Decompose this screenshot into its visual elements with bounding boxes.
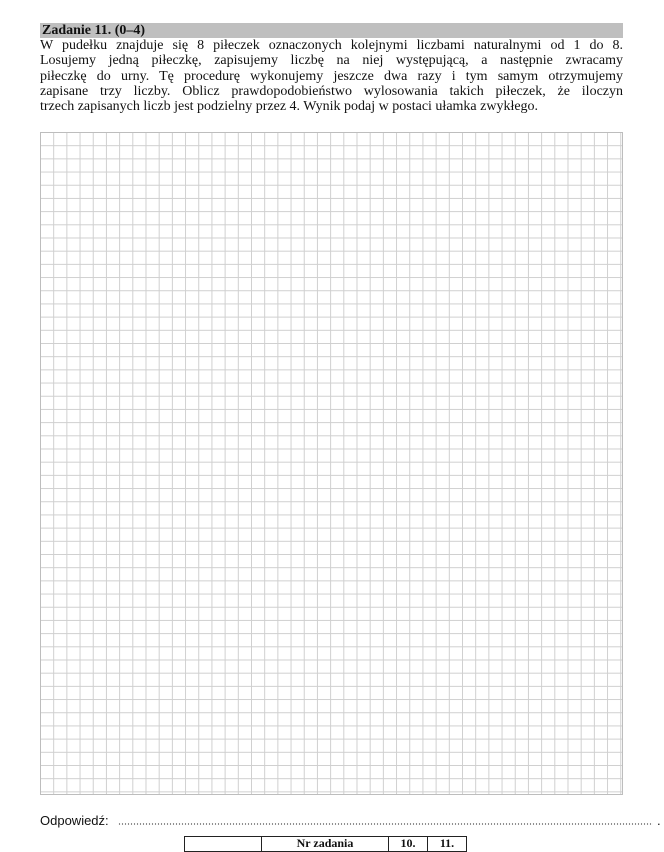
task-text-line: Losujemy jedną piłeczkę, zapisujemy liczbę na niej występującą, a następnie zwracamy (40, 53, 623, 69)
score-table-label: Nr zadania (262, 837, 389, 852)
answer-label: Odpowiedź: (40, 813, 109, 828)
task-title: Zadanie 11. (0–4) (42, 23, 146, 38)
task-text-line: piłeczkę do urny. Tę procedurę wykonujemy jeszcze dwa razy i tym samym otrzymujemy (40, 68, 623, 84)
score-table-row (185, 837, 467, 852)
answer-dotted-line[interactable] (118, 823, 653, 825)
score-table-blank-cell (185, 837, 262, 852)
score-table-column-11: 11. (428, 837, 467, 852)
task-text (40, 38, 623, 114)
task-text-line: trzech zapisanych liczb jest podzielny przez 4. Wynik podaj w postaci ułamka zwykłego. (40, 99, 539, 115)
task-text-line: W pudełku znajduje się 8 piłeczek oznaczonych kolejnymi liczbami naturalnymi od 1 do 8. (40, 38, 623, 53)
answer-end-mark: . (657, 813, 661, 828)
squared-answer-grid[interactable] (40, 132, 623, 795)
score-table-column-10: 10. (389, 837, 428, 852)
answer-row (40, 813, 661, 829)
score-table (184, 836, 467, 852)
task-text-line: zapisane trzy liczby. Oblicz prawdopodobieństwo wylosowania takich piłeczek, że iloczyn (40, 83, 623, 99)
task-header (40, 23, 623, 38)
